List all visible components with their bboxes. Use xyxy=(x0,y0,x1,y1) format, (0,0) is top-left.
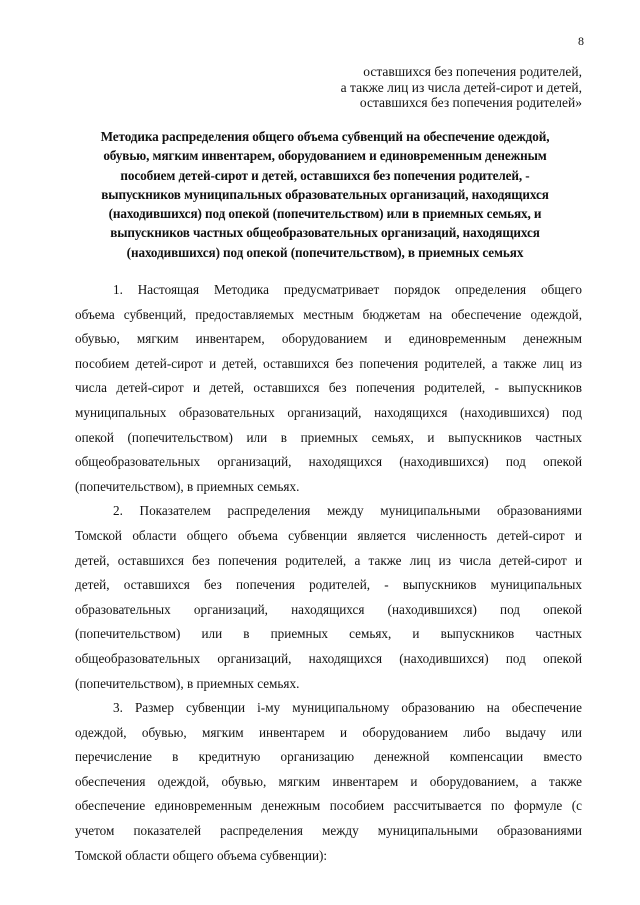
page-number: 8 xyxy=(578,34,584,48)
title-line: выпускников частных общеобразовательных организаций, находящихся xyxy=(110,225,540,241)
paragraph-line: Томской области общего объема субвенции является численность детей-сирот и xyxy=(75,527,582,543)
body-text xyxy=(75,278,582,868)
paragraph-line: 3. Размер субвенции i-му муниципальному образованию на обеспечение xyxy=(113,700,582,716)
paragraph-line: (попечительством), в приемных семьях. xyxy=(75,478,300,494)
paragraph-line: Томской области общего объема субвенции): xyxy=(75,847,328,863)
paragraph-line: 1. Настоящая Методика предусматривает порядок определения общего xyxy=(113,282,582,297)
paragraph-line: обувью, мягким инвентарем, оборудованием и единовременным денежным xyxy=(75,331,582,347)
title-line: (находившихся) под опекой (попечительством), в приемных семьях xyxy=(126,244,524,260)
title-line: Методика распределения общего объема субвенций на обеспечение одеждой, xyxy=(100,129,550,144)
paragraph-line: (попечительством) или в приемных семьях, и выпускников частных xyxy=(75,626,582,642)
paragraph-line: 2. Показателем распределения между муниципальными образованиями xyxy=(113,503,582,519)
paragraph-line: обеспечение единовременным денежным пособием рассчитывается по формуле (с xyxy=(75,798,582,814)
title-line: обувью, мягким инвентарем, оборудованием и единовременным денежным xyxy=(103,148,547,164)
paragraph-line: детей, оставшихся без попечения родителей, - выпускников муниципальных xyxy=(75,577,582,593)
paragraph-line: (попечительством), в приемных семьях. xyxy=(75,675,300,691)
paragraph-line: муниципальных образовательных организаций, находящихся (находившихся) под xyxy=(75,404,582,420)
title-line: (находившихся) под опекой (попечительством) или в приемных семьях, и xyxy=(108,206,542,222)
paragraph-line: образовательных организаций, находящихся (находившихся) под опекой xyxy=(75,601,582,617)
paragraph-line: числа детей-сирот и детей, оставшихся без попечения родителей, - выпускников xyxy=(75,380,582,396)
paragraph-3 xyxy=(75,696,582,868)
header-note-line: оставшихся без попечения родителей, xyxy=(363,64,582,79)
paragraph-1 xyxy=(75,278,582,499)
appendix-header-note xyxy=(222,64,582,111)
methodology-title xyxy=(70,127,580,262)
paragraph-line: детей, оставшихся без попечения родителей, а также лиц из числа детей-сирот и xyxy=(75,552,582,568)
paragraph-line: общеобразовательных организаций, находящихся (находившихся) под опекой xyxy=(75,650,582,666)
header-note-line: оставшихся без попечения родителей» xyxy=(359,95,582,110)
title-line: пособием детей-сирот и детей, оставшихся без попечения родителей, - xyxy=(120,167,530,183)
paragraph-line: общеобразовательных организаций, находящихся (находившихся) под опекой xyxy=(75,454,582,470)
paragraph-line: пособием детей-сирот и детей, оставшихся без попечения родителей, а также лиц из xyxy=(75,355,582,371)
paragraph-line: одеждой, обувью, мягким инвентарем и оборудованием либо выдачу или xyxy=(75,724,582,740)
header-note-line: а также лиц из числа детей-сирот и детей, xyxy=(340,79,582,95)
paragraph-line: объема субвенций, предоставляемых местным бюджетам на обеспечение одеждой, xyxy=(75,306,582,322)
paragraph-line: опекой (попечительством) или в приемных семьях, и выпускников частных xyxy=(75,429,582,445)
title-line: выпускников муниципальных образовательных организаций, находящихся xyxy=(101,186,549,202)
paragraph-2 xyxy=(75,499,582,696)
paragraph-line: учетом показателей распределения между муниципальными образованиями xyxy=(75,823,582,839)
paragraph-line: обеспечения одеждой, обувью, мягким инвентарем и оборудованием, а также xyxy=(75,773,582,789)
paragraph-line: перечисление в кредитную организацию денежной компенсации вместо xyxy=(75,749,582,765)
